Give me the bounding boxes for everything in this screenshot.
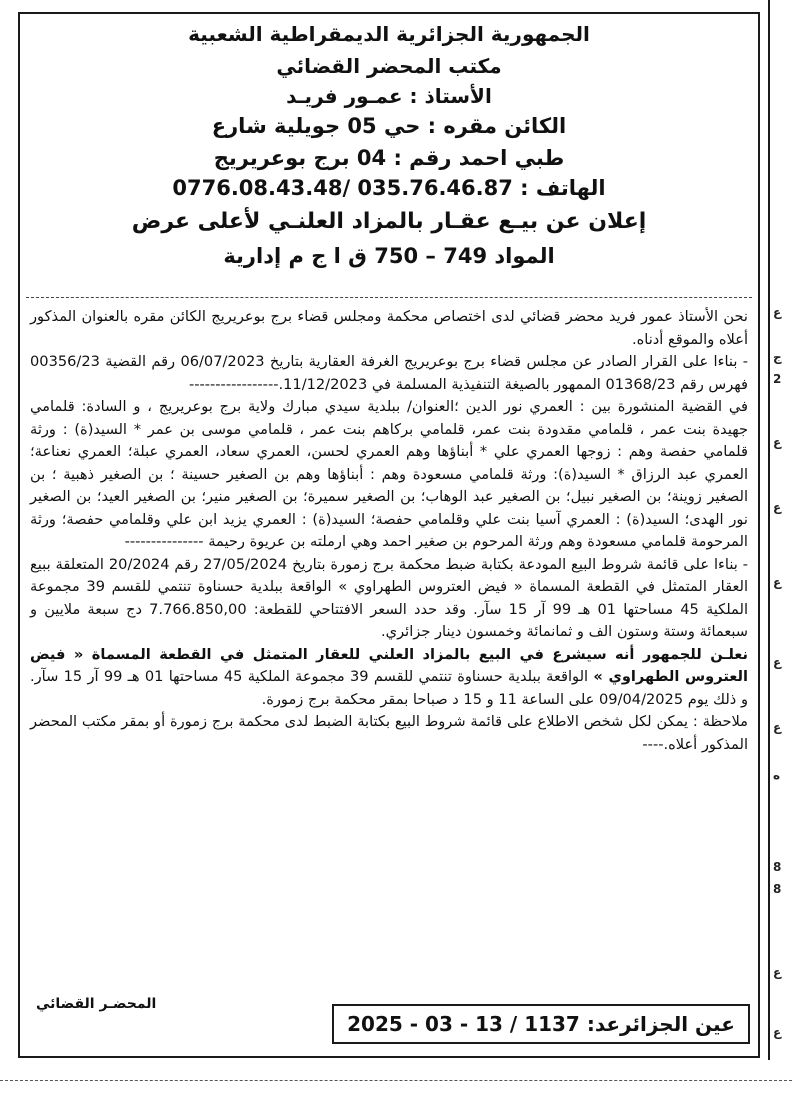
notice-footer xyxy=(20,986,758,1056)
column-fragment: ع xyxy=(773,720,782,734)
auction-notice xyxy=(18,12,760,1058)
header-divider xyxy=(26,297,752,298)
intro-paragraph: نحن الأستاذ عمور فريد محضر قضائي لدى اختصاص محكمة ومجلس قضاء برج بوعريريج الكائن مقره بالعنوان المذكور أعلاه والموقع أدناه. xyxy=(30,308,748,348)
phone-line: الهاتف : 035.76.46.87 /0776.08.43.48 xyxy=(172,176,606,200)
column-fragment: 8 xyxy=(773,860,782,874)
publication-stamp: عين الجزائرعد: 1137 / 13 - 03 - 2025 xyxy=(332,1004,750,1044)
column-fragment: ع xyxy=(773,1025,782,1039)
address-line-2: طبي احمد رقم : 04 برج بوعريريج xyxy=(213,146,565,170)
column-fragment: ع xyxy=(773,655,782,669)
announcement-details: الواقعة ببلدية حسناوة تنتمي للقسم 39 مجموعة الملكية 45 مساحتها 01 هـ 99 آر 15 سآر. و ذلك يوم 09/04/2025 على الساعة 11 و 15 د صباحا بمقر محكمة برج زمورة. xyxy=(30,668,748,708)
column-fragment: 8 xyxy=(773,882,782,896)
column-fragment: ه xyxy=(773,768,781,782)
column-fragment: ع xyxy=(773,500,782,514)
notice-header xyxy=(20,14,758,299)
court-decision-paragraph: - بناءا على القرار الصادر عن مجلس قضاء برج بوعريريج الغرفة العقارية بتاريخ 06/07/2023 رقم القضية 00356/23 فهرس رقم 01368/23 الممهور بالصيغة التنفيذية المسلمة في 11/12/2023.----------------- xyxy=(30,353,748,393)
column-fragment: ع xyxy=(773,305,782,319)
signature-label: المحضـر القضائي xyxy=(36,996,157,1012)
address-line-1: الكائن مقره : حي 05 جويلية شارع xyxy=(211,114,567,138)
column-fragment: ع xyxy=(773,435,782,449)
notice-body xyxy=(30,306,748,986)
parties-paragraph: في القضية المنشورة بين : العمري نور الدين ؛العنوان/ ببلدية سيدي مبارك ولاية برج بوعريريج ، و السادة: قلمامي جهيدة بنت عمر ، قلمامي مقدودة بنت عمر، قلمامي بركاهم بنت عمر ، قلمامي موسى بن عمر * السيد(ة) : ورثة قلمامي حفصة وهم : زوجها العمري علي * أبناؤها وهم العمري لحسن، العمري سعاد، العمري عبلة؛ العمري نعناعة؛ العمري عبد الرزاق * السيد(ة): ورثة قلمامي مسعودة وهم : أبناؤها وهم بن الصغير حسينة ؛ بن الصغير ذهبية ؛ بن الصغير زوينة؛ بن الصغير نبيل؛ بن الصغير عبد الوهاب؛ بن الصغير سميرة؛ بن الصغير منير؛ بن الصغير العيد؛ بن الصغير نور الهدى؛ السيد(ة) : العمري آسيا بنت علي وقلمامي حفصة؛ السيد(ة) : العمري يزيد ابن علي وقلمامي حفصة؛ ورثة المرحومة قلمامي مسعودة وهم ورثة المرحوم بن صغير احمد وهي ارملته بن عريوة رحيمة --------------- xyxy=(30,398,748,550)
sale-conditions-paragraph: - بناءا على قائمة شروط البيع المودعة بكتابة ضبط محكمة برج زمورة بتاريخ 27/05/2024 رقم 20/2024 المتعلقة ببيع العقار المتمثل في القطعة المسماة « فيض العتروس الطهراوي » الواقعة ببلدية حسناوة تنتمي للقسم 39 مجموعة الملكية 45 مساحتها 01 هـ 99 آر 15 سآر. وقد حدد السعر الافتتاحي للقطعة: 7.766.850,00 دج سبعة ملايين و سبعمائة وستة وستون الف و ثمانمائة وخمسون دينار جزائري. xyxy=(30,555,748,640)
legal-articles: المواد 749 – 750 ق ا ج م إدارية xyxy=(223,244,555,268)
office-heading: مكتب المحضر القضائي xyxy=(276,54,502,78)
announcement-paragraph xyxy=(30,644,748,712)
column-fragment: 2 xyxy=(773,372,782,386)
page-cut-line xyxy=(0,1080,792,1081)
notice-title: إعلان عن بيـع عقـار بالمزاد العلنـي لأعلى عرض xyxy=(131,209,647,234)
note-paragraph: ملاحظة : يمكن لكل شخص الاطلاع على قائمة شروط البيع بكتابة الضبط لدى محكمة برج زمورة أو بمقر مكتب المحضر المذكور أعلاه.---- xyxy=(30,713,748,753)
announcement-bold: نعلـن للجمهور أنه سيشرع في البيع بالمزاد العلني للعقار المتمثل في القطعة المسماة « فيض العتروس الطهراوي » xyxy=(30,645,749,685)
column-fragment: ج xyxy=(773,350,782,364)
bailiff-name: الأستاذ : عمـور فريـد xyxy=(286,84,492,108)
republic-heading: الجمهورية الجزائرية الديمقراطية الشعبية xyxy=(188,22,590,46)
column-fragment: ع xyxy=(773,575,782,589)
adjacent-column-edge xyxy=(768,0,792,1060)
column-fragment: ع xyxy=(773,965,782,979)
